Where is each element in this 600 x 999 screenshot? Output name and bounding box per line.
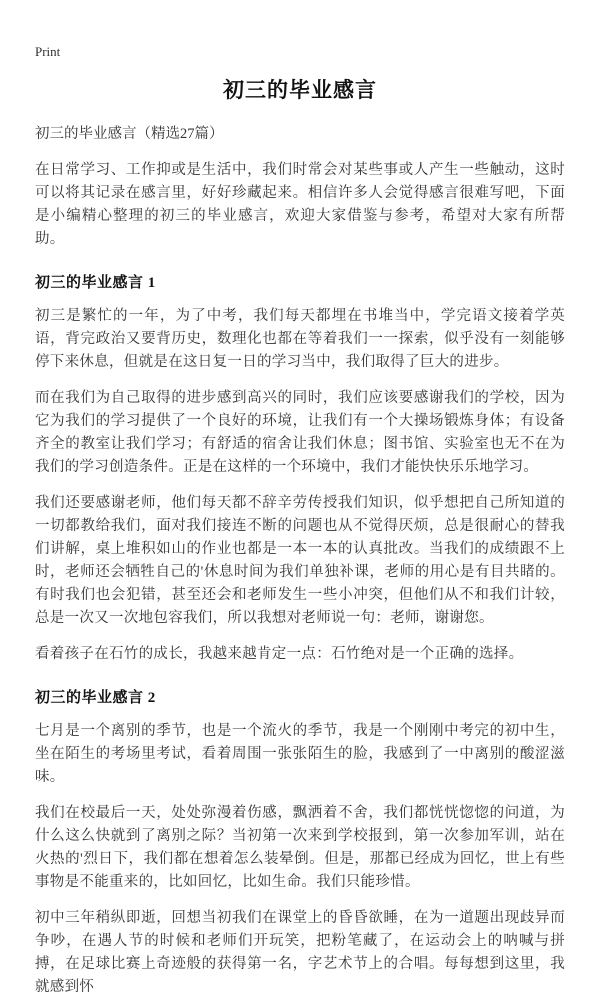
paragraph: 七月是一个离别的季节，也是一个流火的季节，我是一个刚刚中考完的初中生，坐在陌生的考场里考试，看着周围一张张陌生的脸，我感到了一中离别的酸涩滋味。 <box>35 723 565 785</box>
paragraph: 初中三年稍纵即逝，回想当初我们在课堂上的昏昏欲睡，在为一道题出现歧异而争吵，在遇人节的时候和老师们开玩笑，把粉笔藏了，在运动会上的呐喊与拼搏，在足球比赛上奇迹般的获得第一名，字艺术节上的合唱。每每想到这里，我就感到怀 <box>35 910 565 995</box>
print-button[interactable]: Print <box>35 44 61 59</box>
article-subtitle: 初三的毕业感言（精选27篇） <box>35 126 224 142</box>
article-body <box>35 123 565 999</box>
paragraph: 我们还要感谢老师，他们每天都不辞辛劳传授我们知识，似乎想把自己所知道的一切都教给我们，面对我们接连不断的问题也从不觉得厌烦，总是很耐心的替我们讲解，桌上堆积如山的作业也都是一本一本的认真批改。当我们的成绩跟不上时，老师还会牺牲自己的'休息时间为我们单独补课，老师的用心是有目共睹的。有时我们也会犯错，甚至还会和老师发生一些小冲突，但他们从不和我们计较，总是一次又一次地包容我们，所以我想对老师说一句：老师，谢谢您。 <box>35 495 565 626</box>
paragraph: 而在我们为自己取得的进步感到高兴的同时，我们应该要感谢我们的学校，因为它为我们的学习提供了一个良好的环境，让我们有一个大操场锻炼身体；有设备齐全的教室让我们学习；有舒适的宿舍让我们休息；图书馆、实验室也无不在为我们的学习创造条件。正是在这样的一个环境中，我们才能快快乐乐地学习。 <box>35 390 565 475</box>
intro-paragraph: 在日常学习、工作抑或是生活中，我们时常会对某些事或人产生一些触动，这时可以将其记录在感言里，好好珍藏起来。相信许多人会觉得感言很难写吧，下面是小编精心整理的初三的毕业感言，欢迎大家借鉴与参考，希望对大家有所帮助。 <box>35 162 565 247</box>
paragraph: 看着孩子在石竹的成长，我越来越肯定一点：石竹绝对是一个正确的选择。 <box>35 646 524 662</box>
paragraph: 我们在校最后一天，处处弥漫着伤感，飘洒着不舍，我们都恍恍惚惚的问道，为什么这么快就到了离别之际？当初第一次来到学校报到，第一次参加军训，站在火热的'烈日下，我们都在想着怎么装晕倒。但是，那都已经成为回忆，世上有些事物是不能重来的，比如回忆，比如生命。我们只能珍惜。 <box>35 805 565 890</box>
page-title: 初三的毕业感言 <box>223 78 377 102</box>
section-heading-1: 初三的毕业感言 1 <box>35 275 156 291</box>
section-heading-2: 初三的毕业感言 2 <box>35 690 156 706</box>
paragraph: 初三是繁忙的一年，为了中考，我们每天都埋在书堆当中，学完语文接着学英语，背完政治又要背历史，数理化也都在等着我们一一探索，似乎没有一刻能够停下来休息，但就是在这日复一日的学习当中，我们取得了巨大的进步。 <box>35 308 565 370</box>
